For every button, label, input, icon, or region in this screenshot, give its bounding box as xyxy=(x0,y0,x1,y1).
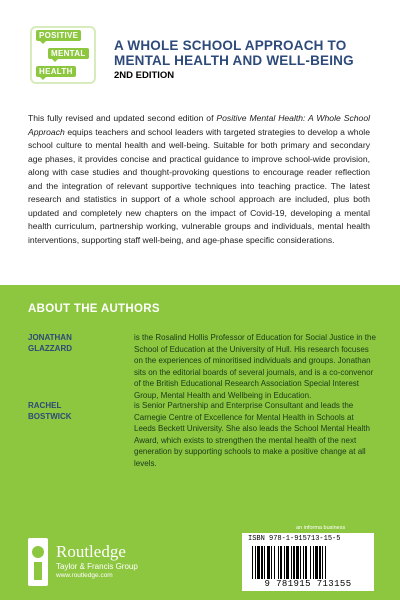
book-title: A WHOLE SCHOOL APPROACH TO MENTAL HEALTH AND WELL-BEING xyxy=(114,38,354,68)
barcode-bar xyxy=(313,546,314,579)
book-description xyxy=(28,112,370,247)
barcode-number: 9 781915 713155 xyxy=(264,579,352,589)
barcode xyxy=(242,533,374,591)
blurb-intro: This fully revised and updated second edition of xyxy=(28,113,217,123)
barcode-bar xyxy=(300,546,301,579)
author-name: JONATHAN GLAZZARD xyxy=(28,333,72,353)
routledge-mark-icon xyxy=(28,538,48,586)
author-bio: is Senior Partnership and Enterprise Consultant and leads the Carnegie Centre of Excellence for Mental Health in Schools at Leeds Beckett University. She also leads the School Mental Health Award, which exists to strengthen the mental health of the next generation by supporting schools to make a positive change at all levels. xyxy=(134,401,370,468)
barcode-bar xyxy=(293,546,295,579)
barcode-bar xyxy=(325,546,326,579)
barcode-bar xyxy=(286,546,289,579)
publisher-name: Routledge xyxy=(56,542,126,561)
barcode-bar xyxy=(322,546,323,579)
barcode-bar xyxy=(255,546,256,579)
edition-label: 2ND EDITION xyxy=(114,70,175,81)
barcode-bars xyxy=(252,546,364,579)
back-cover-bottom xyxy=(0,285,400,600)
barcode-bar xyxy=(315,546,318,579)
blurb-book-title: Positive Mental Health: A Whole School Approach xyxy=(28,113,371,137)
barcode-bar xyxy=(310,546,311,579)
logo-word-mental: MENTAL xyxy=(48,48,89,59)
informa-tagline: an informa business xyxy=(296,525,346,531)
author-name: RACHEL BOSTWICK xyxy=(28,401,72,421)
barcode-bar xyxy=(303,546,304,579)
barcode-bar xyxy=(284,546,285,579)
barcode-bar xyxy=(271,546,272,579)
barcode-bar xyxy=(252,546,253,579)
logo-word-health: HEALTH xyxy=(36,66,76,77)
blurb-body: equips teachers and school leaders with targeted strategies to develop a whole school culture to mental health and well-being. Suitable for both primary and secondary age phases, it provides concise and practical guidance to improve school-wide provision, along with case studies and thought-provoking questions to encourage reader reflection and the integration of relevant supportive techniques into teaching practice. The latest research and statistics in support of a whole school approach are included, plus both updated and completely new chapters on the impact of Covid-19, developing a mental health curriculum, partnership working, vulnerable groups and individuals, mental health interventions, supporting staff well-being, and age-phase specific considerations. xyxy=(28,126,370,245)
barcode-bar xyxy=(257,546,260,579)
barcode-bar xyxy=(264,546,265,579)
back-cover-top xyxy=(0,0,400,285)
barcode-bar xyxy=(261,546,263,579)
publisher-url: www.routledge.com xyxy=(56,572,113,579)
barcode-bar xyxy=(319,546,321,579)
author-bio: is the Rosalind Hollis Professor of Education for Social Justice in the School of Education at the University of Hull. His research focuses on the experiences of minoritised individuals and groups. Jonathan sits on the editorial boards of several journals, and is a co-convenor of the British Educational Research Association Special Interest Group, Mental Health and Wellbeing in Education. xyxy=(134,333,376,400)
barcode-bar xyxy=(280,546,282,579)
title-block xyxy=(114,38,384,81)
positive-mental-health-logo xyxy=(28,28,104,84)
barcode-bar xyxy=(296,546,299,579)
publisher-group: Taylor & Francis Group xyxy=(56,562,138,571)
barcode-bar xyxy=(291,546,292,579)
barcode-bar xyxy=(267,546,270,579)
logo-word-positive: POSITIVE xyxy=(36,30,81,41)
barcode-bar xyxy=(274,546,275,579)
barcode-bar xyxy=(305,546,307,579)
isbn-label: ISBN 978-1-915713-15-5 xyxy=(248,535,341,543)
routledge-logo xyxy=(28,538,178,586)
authors-heading: ABOUT THE AUTHORS xyxy=(28,303,160,315)
barcode-bar xyxy=(278,546,279,579)
